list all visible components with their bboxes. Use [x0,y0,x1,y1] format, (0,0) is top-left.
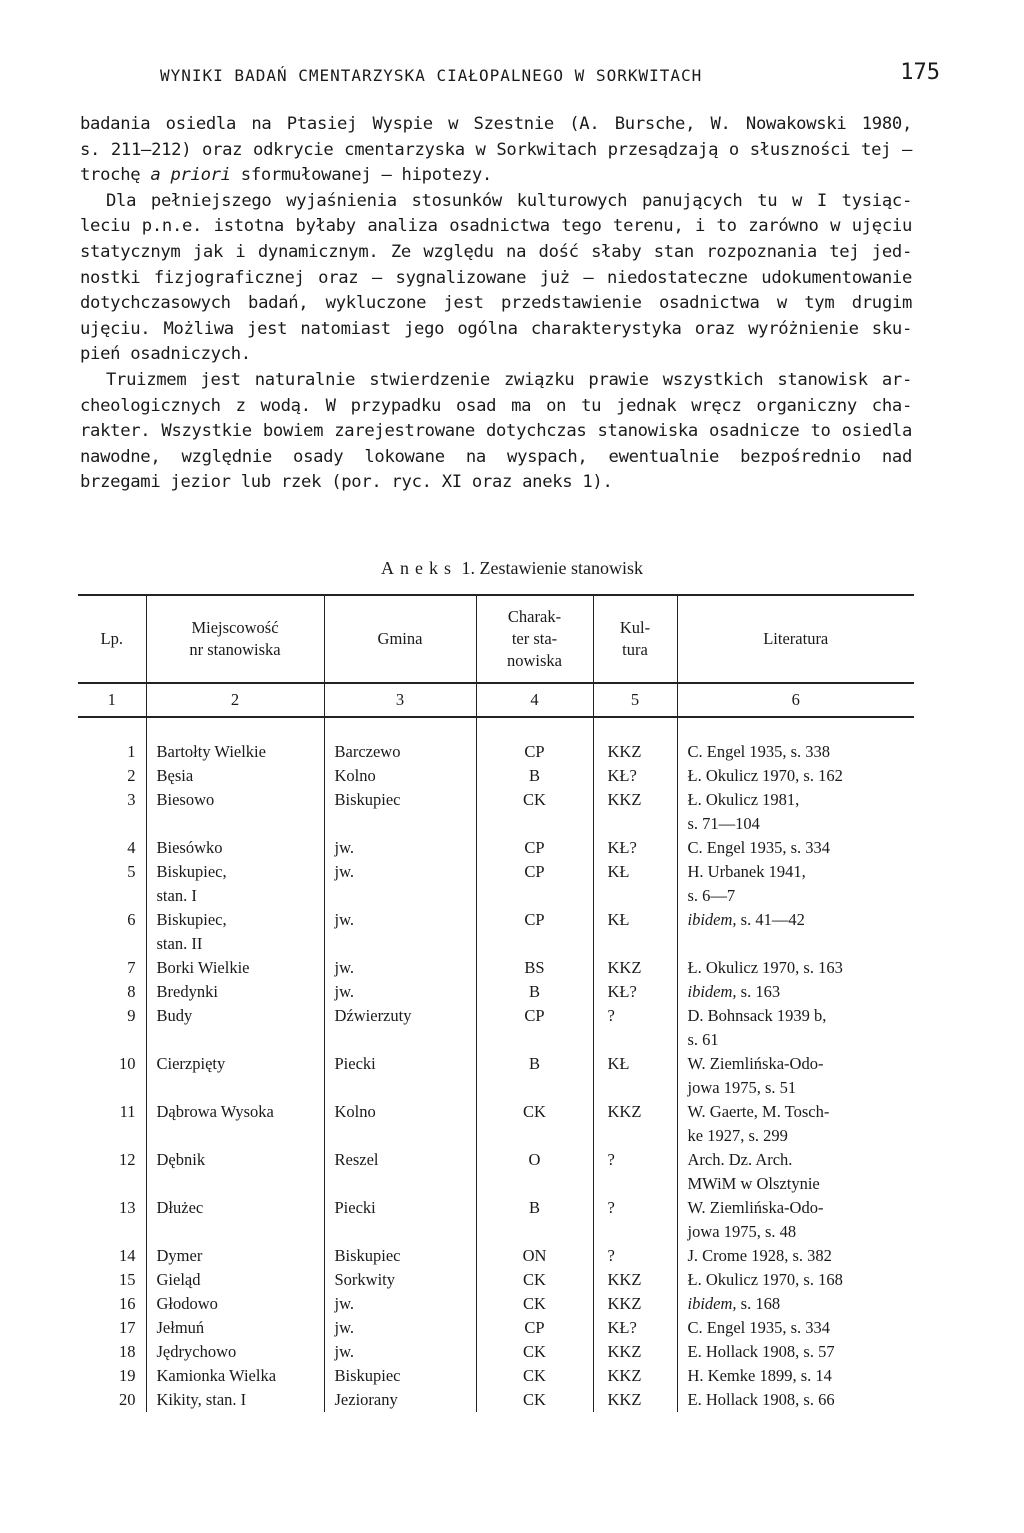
row-lp: 17 [119,1318,136,1337]
table-row [78,1196,914,1244]
row-lp: 15 [119,1270,136,1289]
row-literature: D. Bohnsack 1939 b, s. 61 [677,1004,914,1052]
row-lp: 2 [127,766,136,785]
row-culture: KKZ [593,956,677,980]
row-literature: C. Engel 1935, s. 334 [677,836,914,860]
row-literature: C. Engel 1935, s. 334 [677,1316,914,1340]
table-row [78,1292,914,1316]
row-literature: W. Ziemlińska-Odo- jowa 1975, s. 51 [677,1052,914,1100]
row-character: ON [476,1244,593,1268]
row-literature: H. Urbanek 1941, s. 6—7 [677,860,914,908]
row-lp: 11 [119,1102,136,1121]
row-gmina: jw. [324,908,476,956]
row-culture: KKZ [593,1292,677,1316]
body-line: statycznym jak i dynamicznym. Ze względu na dość słaby stan rozpoznania tej jed- [80,241,912,262]
page-number: 175 [900,60,940,85]
row-character: CP [476,740,593,764]
table-row [78,1244,914,1268]
row-place: Biskupiec, stan. II [146,908,324,956]
row-character: BS [476,956,593,980]
body-line: brzegami jezior lub rzek (por. ryc. XI oraz aneks 1). [80,472,613,493]
row-literature: Ł. Okulicz 1970, s. 163 [677,956,914,980]
row-character: O [476,1148,593,1196]
row-gmina: Dźwierzuty [324,1004,476,1052]
table-row [78,836,914,860]
row-lp: 4 [127,838,136,857]
table-row [78,1148,914,1196]
row-literature: ibidem, s. 168 [677,1292,914,1316]
table-row [78,1100,914,1148]
row-literature: H. Kemke 1899, s. 14 [677,1364,914,1388]
row-gmina: Jeziorany [324,1388,476,1412]
row-lp: 19 [119,1366,136,1385]
body-line: rakter. Wszystkie bowiem zarejestrowane dotychczas stanowiska osadnicze to osiedla [80,421,912,442]
body-line: nostki fizjograficznej oraz — sygnalizowane już — niedostateczne udokumentowanie [80,267,912,288]
table-row [78,1388,914,1412]
row-culture: KKZ [593,740,677,764]
col-number: 2 [146,683,324,717]
row-lp: 18 [119,1342,136,1361]
row-literature: ibidem, s. 41—42 [677,908,914,956]
row-culture: ? [593,1196,677,1244]
row-character: CK [476,1100,593,1148]
row-culture: KŁ? [593,764,677,788]
row-culture: KŁ [593,908,677,956]
body-text [80,112,912,496]
row-place: Kamionka Wielka [146,1364,324,1388]
row-culture: KKZ [593,1388,677,1412]
row-culture: KŁ? [593,1316,677,1340]
row-place: Cierzpięty [146,1052,324,1100]
row-culture: KŁ? [593,980,677,1004]
table-row [78,788,914,836]
table-row [78,956,914,980]
row-place: Kikity, stan. I [146,1388,324,1412]
row-gmina: Kolno [324,1100,476,1148]
col-number: 5 [593,683,677,717]
row-place: Głodowo [146,1292,324,1316]
row-character: CP [476,1004,593,1052]
row-gmina: Piecki [324,1052,476,1100]
row-literature: W. Gaerte, M. Tosch- ke 1927, s. 299 [677,1100,914,1148]
row-literature: C. Engel 1935, s. 338 [677,740,914,764]
row-literature: ibidem, s. 163 [677,980,914,1004]
row-culture: KKZ [593,1340,677,1364]
running-head: WYNIKI BADAŃ CMENTARZYSKA CIAŁOPALNEGO W SORKWITACH [160,66,703,85]
row-character: CP [476,860,593,908]
col-number: 3 [324,683,476,717]
annex-title [0,558,1024,579]
table-row [78,740,914,764]
table-row [78,1364,914,1388]
row-place: Bredynki [146,980,324,1004]
row-gmina: jw. [324,1316,476,1340]
header-lp: Lp. [78,595,146,683]
row-lp: 5 [127,862,136,881]
row-character: CP [476,1316,593,1340]
row-place: Bartołty Wielkie [146,740,324,764]
page-header [80,60,960,90]
row-literature: E. Hollack 1908, s. 66 [677,1388,914,1412]
sites-table [78,594,914,1412]
row-gmina: jw. [324,836,476,860]
row-gmina: Kolno [324,764,476,788]
row-place: Biesowo [146,788,324,836]
body-line: Truizmem jest naturalnie stwierdzenie związku prawie wszystkich stanowisk ar- [106,369,912,390]
row-character: CK [476,1292,593,1316]
row-culture: KKZ [593,1364,677,1388]
row-culture: ? [593,1244,677,1268]
row-character: CP [476,908,593,956]
row-culture: ? [593,1148,677,1196]
row-place: Biesówko [146,836,324,860]
table-row [78,1316,914,1340]
row-place: Gieląd [146,1268,324,1292]
row-gmina: Barczewo [324,740,476,764]
row-lp: 3 [127,790,136,809]
row-lp: 6 [127,910,136,929]
body-line: Dla pełniejszego wyjaśnienia stosunków kulturowych panujących tu w I tysiąc- [106,190,912,211]
table-header-row [78,595,914,683]
table-row [78,1052,914,1100]
row-literature: E. Hollack 1908, s. 57 [677,1340,914,1364]
row-lp: 8 [127,982,136,1001]
row-culture: KŁ [593,1052,677,1100]
body-line: nawodne, względnie osady lokowane na wyspach, ewentualnie bezpośrednio nad [80,446,912,467]
row-lp: 12 [119,1150,136,1169]
row-character: B [476,764,593,788]
row-lp: 20 [119,1390,136,1409]
header-character: Charak- ter sta- nowiska [476,595,593,683]
row-lp: 16 [119,1294,136,1313]
table-row [78,764,914,788]
row-gmina: jw. [324,980,476,1004]
table-row [78,1268,914,1292]
row-lp: 1 [127,742,136,761]
row-culture: KŁ? [593,836,677,860]
header-literature: Literatura [677,595,914,683]
row-place: Jełmuń [146,1316,324,1340]
row-culture: KKZ [593,788,677,836]
body-line: trochę a priori sformułowanej — hipotezy. [80,165,492,186]
column-number-row [78,683,914,717]
row-literature: J. Crome 1928, s. 382 [677,1244,914,1268]
body-line: s. 211—212) oraz odkrycie cmentarzyska w Sorkwitach przesądzają o słuszności tej — [80,139,912,160]
row-gmina: Biskupiec [324,788,476,836]
row-character: CK [476,1340,593,1364]
row-place: Budy [146,1004,324,1052]
header-place: Miejscowość nr stanowiska [146,595,324,683]
table-row [78,1004,914,1052]
row-character: B [476,1052,593,1100]
table-row [78,1340,914,1364]
row-place: Dąbrowa Wysoka [146,1100,324,1148]
row-literature: Ł. Okulicz 1970, s. 168 [677,1268,914,1292]
row-gmina: Sorkwity [324,1268,476,1292]
row-gmina: Biskupiec [324,1364,476,1388]
body-line: leciu p.n.e. istotna byłaby analiza osadnictwa tego terenu, i to zarówno w ujęciu [80,216,912,237]
row-place: Biskupiec, stan. I [146,860,324,908]
body-line: badania osiedla na Ptasiej Wyspie w Szestnie (A. Bursche, W. Nowakowski 1980, [80,114,912,134]
row-lp: 13 [119,1198,136,1217]
annex-caption: 1. Zestawienie stanowisk [457,558,643,578]
body-line: dotychczasowych badań, wykluczone jest przedstawienie osadnictwa w tym drugim [80,293,912,314]
col-number: 4 [476,683,593,717]
table-row [78,908,914,956]
row-gmina: jw. [324,860,476,908]
row-place: Bęsia [146,764,324,788]
row-character: B [476,980,593,1004]
table-row [78,860,914,908]
row-culture: KKZ [593,1100,677,1148]
row-lp: 14 [119,1246,136,1265]
row-culture: KKZ [593,1268,677,1292]
row-gmina: jw. [324,956,476,980]
row-place: Dłużec [146,1196,324,1244]
row-literature: Ł. Okulicz 1981, s. 71—104 [677,788,914,836]
row-character: CK [476,1364,593,1388]
row-literature: Arch. Dz. Arch. MWiM w Olsztynie [677,1148,914,1196]
row-lp: 7 [127,958,136,977]
row-culture: KŁ [593,860,677,908]
row-gmina: Piecki [324,1196,476,1244]
col-number: 1 [78,683,146,717]
row-character: B [476,1196,593,1244]
row-place: Borki Wielkie [146,956,324,980]
body-line: cheologicznych z wodą. W przypadku osad ma on tu jednak wręcz organiczny cha- [80,395,912,416]
body-line: ujęciu. Możliwa jest natomiast jego ogólna charakterystyka oraz wyróżnienie sku- [80,318,912,339]
row-character: CP [476,836,593,860]
header-culture: Kul- tura [593,595,677,683]
row-gmina: jw. [324,1292,476,1316]
row-lp: 10 [119,1054,136,1073]
row-place: Dębnik [146,1148,324,1196]
table-row [78,980,914,1004]
row-lp: 9 [127,1006,136,1025]
row-literature: Ł. Okulicz 1970, s. 162 [677,764,914,788]
row-place: Jędrychowo [146,1340,324,1364]
row-literature: W. Ziemlińska-Odo- jowa 1975, s. 48 [677,1196,914,1244]
row-place: Dymer [146,1244,324,1268]
body-line: pień osadniczych. [80,344,251,365]
row-culture: ? [593,1004,677,1052]
row-gmina: Biskupiec [324,1244,476,1268]
header-gmina: Gmina [324,595,476,683]
row-character: CK [476,1268,593,1292]
emphasis: a priori [150,165,231,186]
row-gmina: Reszel [324,1148,476,1196]
col-number: 6 [677,683,914,717]
row-gmina: jw. [324,1340,476,1364]
row-character: CK [476,788,593,836]
annex-label: Aneks [381,558,458,578]
row-character: CK [476,1388,593,1412]
